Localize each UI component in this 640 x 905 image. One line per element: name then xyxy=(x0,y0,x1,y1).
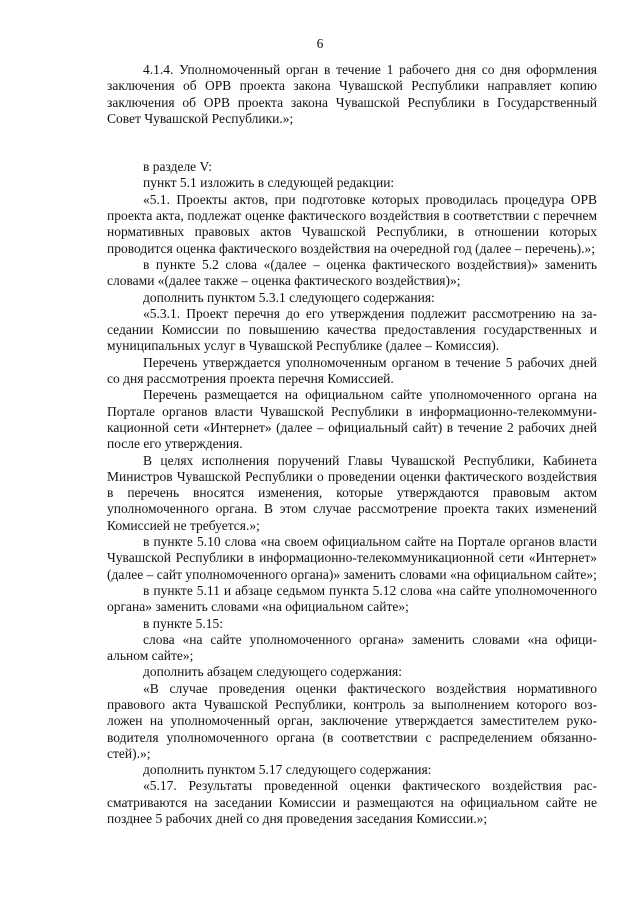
paragraph-item-5-3-1: «5.3.1. Проект перечня до его утверждения подлежит рассмотрению на заседании Комиссии по повышению качества предоставления государственных и муниципальных услуг в Чувашской Республике (далее – Комиссия). xyxy=(107,305,597,354)
paragraph-item-5-17: «5.17. Результаты проведенной оценки фактического воздействия рассматриваются на заседании Комиссии и размещаются на официальном сайте не позднее 5 рабочих дней со дня проведения заседания Комиссии.»; xyxy=(107,778,597,827)
paragraph-item-5-15-text: «В случае проведения оценки фактического воздействия нормативного правового акта Чувашской Республики, контроль за выполнением которого возложен на уполномоченный орган, заключение утверждается заместителем руководителя уполномоченного органа (в соответствии с распределением обязанностей).»; xyxy=(107,680,597,761)
paragraph-4-1-4: 4.1.4. Уполномоченный орган в течение 1 рабочего дня со дня оформления заключения об ОРВ проекта закона Чувашской Республики направляет копию заключения об ОРВ проекта закона Чувашской Республики в Государственный Совет Чувашской Республики.»; xyxy=(107,62,597,126)
paragraph-item-5-11: в пункте 5.11 и абзаце седьмом пункта 5.12 слова «на сайте уполномоченного органа» заменить словами «на официальном сайте»; xyxy=(107,582,597,615)
paragraph-item-5-10: в пункте 5.10 слова «на своем официальном сайте на Портале органов власти Чувашской Республики в информационно-телекоммуникационной сети «Интернет» (далее – сайт уполномоченного органа)» заменить словами «на официальном сайте»; xyxy=(107,534,597,582)
paragraph-item-5-3-1-intro: дополнить пунктом 5.3.1 следующего содержания: xyxy=(143,289,435,305)
paragraph-list-publication: Перечень размещается на официальном сайте уполномоченного органа на Портале органов власти Чувашской Республики в информационно-телекоммуникационной сети «Интернет» (далее – официальный сайт) в течение 2 рабочих дней после его утверждения. xyxy=(107,387,597,452)
document-body xyxy=(107,62,597,827)
paragraph-item-5-15-intro: в пункте 5.15: xyxy=(143,615,223,631)
paragraph-item-5-1-intro: пункт 5.1 изложить в следующей редакции: xyxy=(143,175,395,191)
paragraph-item-5-2: в пункте 5.2 слова «(далее – оценка фактического воздействия)» заменить словами «(далее также – оценка фактического воздействия)»; xyxy=(107,256,597,289)
page-number: 6 xyxy=(316,36,324,51)
paragraph-gap xyxy=(107,127,597,159)
paragraph-item-5-15-add: дополнить абзацем следующего содержания: xyxy=(143,664,403,680)
paragraph-list-approval: Перечень утверждается уполномоченным органом в течение 5 рабочих дней со дня рассмотрения проекта перечня Комиссией. xyxy=(107,354,597,387)
paragraph-item-5-1: «5.1. Проекты актов, при подготовке которых проводилась процедура ОРВ проекта акта, подлежат оценке фактического воздействия в соответствии с перечнем нормативных правовых актов Чувашской Республики, в отношении которых проводится оценка фактического воздействия на очередной год (далее – перечень).»; xyxy=(107,191,597,256)
paragraph-item-5-15-words: слова «на сайте уполномоченного органа» заменить словами «на официальном сайте»; xyxy=(107,631,597,664)
paragraph-list-changes: В целях исполнения поручений Главы Чувашской Республики, Кабинета Министров Чувашской Республики о проведении оценки фактического воздействия в перечень вносятся изменения, которые утверждаются правовым актом уполномоченного органа. В этом случае рассмотрение проекта таких изменений Комиссией не требуется.»; xyxy=(107,452,597,533)
paragraph-item-5-17-intro: дополнить пунктом 5.17 следующего содержания: xyxy=(143,762,432,778)
paragraph-section-v: в разделе V: xyxy=(143,159,213,175)
